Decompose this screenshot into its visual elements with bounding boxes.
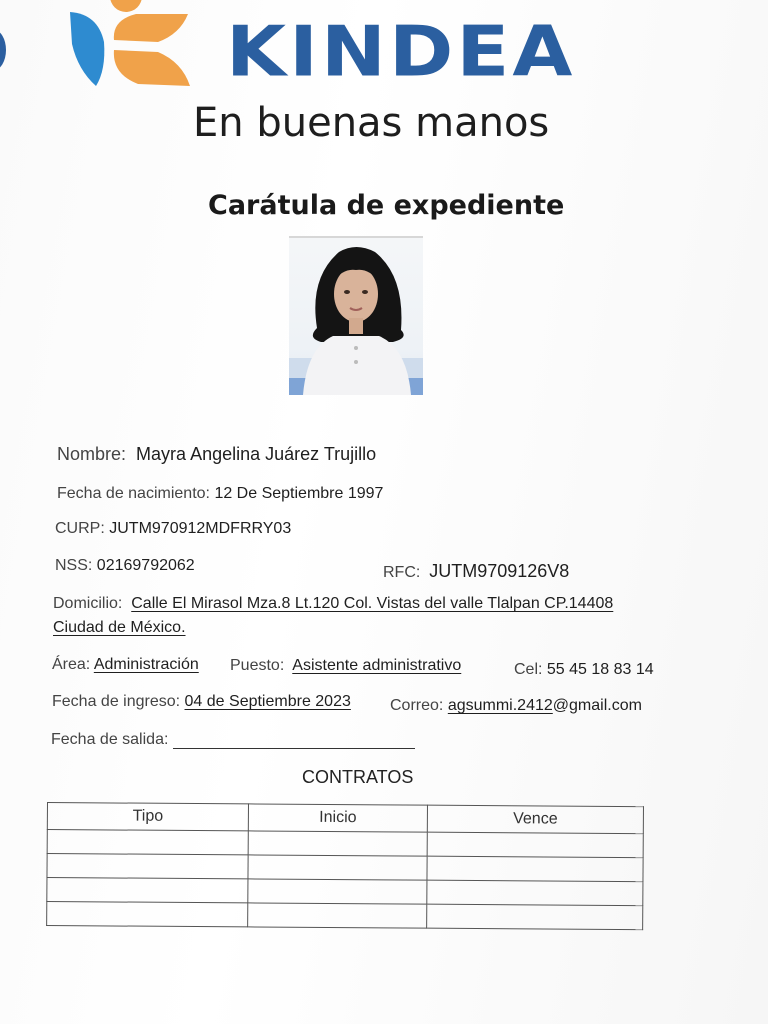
- table-cell: [248, 879, 427, 904]
- table-cell: [47, 854, 248, 879]
- table-cell: [248, 831, 427, 856]
- field-domicilio-line2: [53, 619, 186, 637]
- table-row: [47, 902, 643, 930]
- field-puesto: [230, 657, 461, 675]
- curp-value: JUTM970912MDFRRY03: [109, 520, 292, 537]
- field-cel: [514, 661, 654, 679]
- tagline: En buenas manos: [193, 100, 550, 146]
- field-fecha-nacimiento: [57, 485, 383, 503]
- curp-label: CURP:: [55, 520, 105, 537]
- col-header-inicio: Inicio: [248, 804, 427, 832]
- field-correo: [390, 697, 642, 715]
- rfc-label: RFC:: [383, 564, 421, 581]
- area-value: Administración: [93, 656, 199, 673]
- cel-label: Cel:: [514, 661, 543, 678]
- nombre-value: Mayra Angelina Juárez Trujillo: [136, 444, 377, 464]
- nss-label: NSS:: [55, 557, 93, 574]
- fecha-ingreso-label: Fecha de ingreso:: [52, 693, 181, 710]
- fecha-salida-label: Fecha de salida:: [51, 731, 169, 748]
- correo-domain: @gmail.com: [552, 697, 642, 714]
- field-nss: [55, 557, 195, 575]
- nombre-label: Nombre:: [57, 444, 127, 464]
- contracts-header-row: [47, 803, 643, 834]
- correo-user: agsummi.2412: [447, 697, 553, 714]
- domicilio-value-line2: Ciudad de México.: [53, 619, 186, 636]
- table-cell: [248, 903, 427, 928]
- fecha-nacimiento-value: 12 De Septiembre 1997: [214, 485, 384, 502]
- table-cell: [427, 856, 643, 882]
- employee-photo: [289, 236, 423, 395]
- table-cell: [248, 855, 427, 880]
- field-area: [52, 656, 199, 674]
- field-nombre: [57, 444, 376, 465]
- area-label: Área:: [52, 656, 91, 673]
- table-cell: [427, 904, 643, 930]
- rfc-value: JUTM9709126V8: [429, 561, 570, 581]
- fecha-salida-blank-line: [173, 730, 415, 749]
- field-curp: [55, 520, 291, 538]
- field-rfc: [383, 561, 569, 582]
- field-domicilio: [53, 595, 613, 613]
- domicilio-label: Domicilio:: [53, 595, 123, 612]
- puesto-value: Asistente administrativo: [292, 657, 462, 674]
- table-cell: [427, 880, 643, 906]
- field-fecha-salida: [51, 730, 415, 749]
- fecha-ingreso-value: 04 de Septiembre 2023: [184, 693, 351, 710]
- cel-value: 55 45 18 83 14: [546, 661, 654, 678]
- table-cell: [47, 878, 248, 903]
- domicilio-value-line1: Calle El Mirasol Mza.8 Lt.120 Col. Vistas del valle Tlalpan CP.14408: [131, 595, 614, 612]
- puesto-label: Puesto:: [230, 657, 285, 674]
- table-cell: [47, 830, 248, 855]
- nss-value: 02169792062: [96, 557, 195, 574]
- col-header-vence: Vence: [427, 805, 643, 834]
- kindea-logo-text: KINDEA: [226, 10, 576, 92]
- document-title: Carátula de expediente: [208, 190, 565, 221]
- table-cell: [47, 902, 248, 927]
- contracts-table: [46, 802, 644, 930]
- table-cell: [427, 832, 643, 858]
- col-header-tipo: Tipo: [47, 803, 248, 831]
- contracts-title: CONTRATOS: [302, 767, 414, 787]
- correo-label: Correo:: [390, 697, 444, 714]
- kindea-logo-mark: [0, 0, 200, 95]
- field-fecha-ingreso: [52, 693, 351, 711]
- fecha-nacimiento-label: Fecha de nacimiento:: [57, 485, 210, 502]
